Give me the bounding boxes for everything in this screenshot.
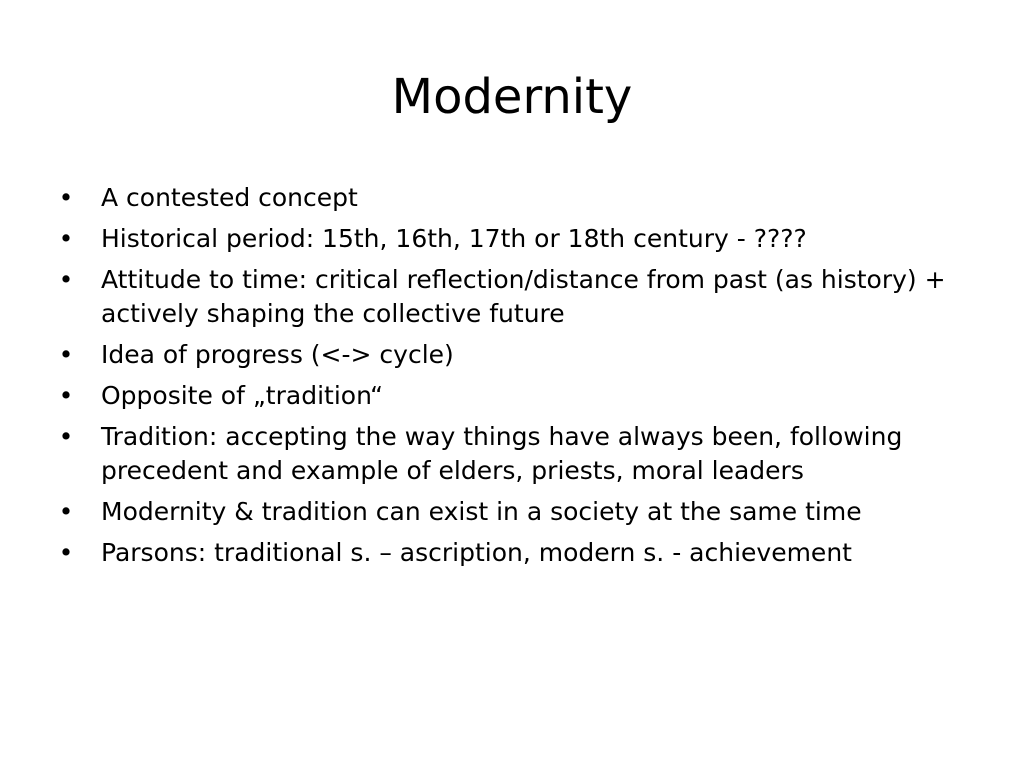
bullet-icon: • <box>58 497 74 526</box>
bullet-icon: • <box>58 538 74 567</box>
bullet-text: Opposite of „tradition“ <box>101 381 384 410</box>
bullet-item <box>56 536 966 570</box>
bullet-icon: • <box>58 224 74 253</box>
bullet-list <box>56 181 966 577</box>
bullet-item <box>56 222 966 256</box>
bullet-icon: • <box>58 183 74 212</box>
bullet-text: Tradition: accepting the way things have always been, following precedent and example of elders, priests, moral leaders <box>101 422 903 485</box>
bullet-item <box>56 379 966 413</box>
bullet-item <box>56 420 966 488</box>
bullet-icon: • <box>58 265 74 294</box>
bullet-text: Idea of progress (<-> cycle) <box>101 340 454 369</box>
bullet-text: Parsons: traditional s. – ascription, modern s. - achievement <box>101 538 852 567</box>
slide-title: Modernity <box>391 69 633 125</box>
bullet-text: Historical period: 15th, 16th, 17th or 18th century - ???? <box>101 224 807 253</box>
bullet-item <box>56 263 966 331</box>
bullet-text: A contested concept <box>101 183 358 212</box>
bullet-item <box>56 338 966 372</box>
bullet-item <box>56 181 966 215</box>
bullet-text: Modernity & tradition can exist in a society at the same time <box>101 497 862 526</box>
bullet-icon: • <box>58 340 74 369</box>
bullet-icon: • <box>58 422 74 451</box>
bullet-icon: • <box>58 381 74 410</box>
bullet-item <box>56 495 966 529</box>
bullet-text: Attitude to time: critical reflection/distance from past (as history) + actively shaping the collective future <box>101 265 946 328</box>
